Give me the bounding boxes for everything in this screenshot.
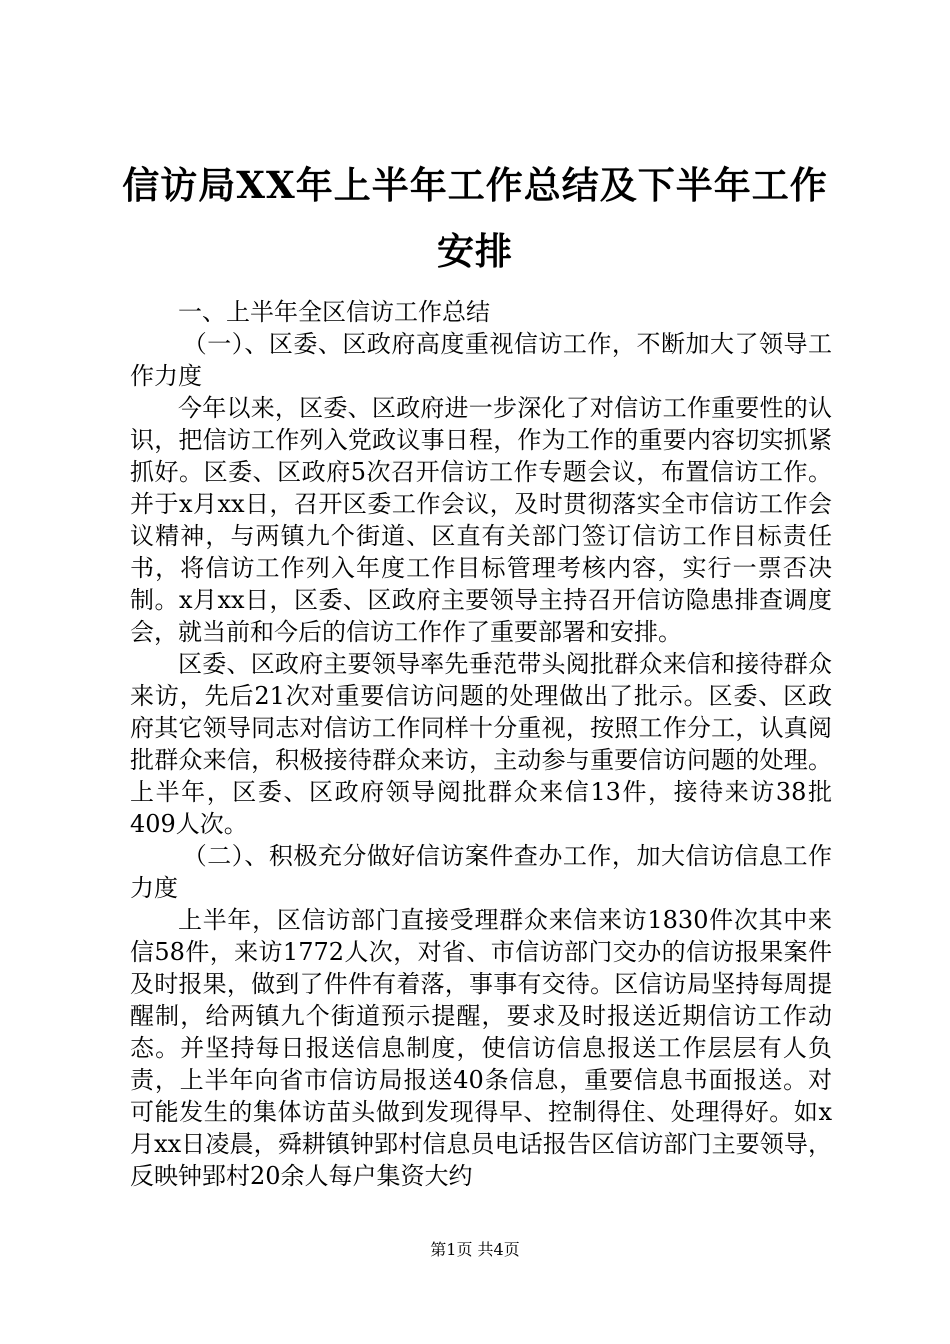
paragraph: 今年以来，区委、区政府进一步深化了对信访工作重要性的认识，把信访工作列入党政议事日程，作为工作的重要内容切实抓紧抓好。区委、区政府5次召开信访工作专题会议，布置信访工作。并于x月xx日，召开区委工作会议，及时贯彻落实全市信访工作会议精神，与两镇九个街道、区直有关部门签订信访工作目标责任书，将信访工作列入年度工作目标管理考核内容，实行一票否决制。x月xx日，区委、区政府主要领导主持召开信访隐患排查调度会，就当前和今后的信访工作作了重要部署和安排。 xyxy=(130,394,832,646)
page-footer: 第1页 共4页 xyxy=(430,1240,520,1259)
document-body xyxy=(130,296,832,1192)
subsection-heading: （二）、积极充分做好信访案件查办工作，加大信访信息工作力度 xyxy=(130,842,832,902)
subsection-heading: （一）、区委、区政府高度重视信访工作，不断加大了领导工作力度 xyxy=(130,330,832,390)
document-title: 信访局XX年上半年工作总结及下半年工作安排 xyxy=(122,163,828,273)
paragraph: 区委、区政府主要领导率先垂范带头阅批群众来信和接待群众来访，先后21次对重要信访问题的处理做出了批示。区委、区政府其它领导同志对信访工作同样十分重视，按照工作分工，认真阅批群众来信，积极接待群众来访，主动参与重要信访问题的处理。上半年，区委、区政府领导阅批群众来信13件，接待来访38批409人次。 xyxy=(130,650,832,838)
section-heading: 一、上半年全区信访工作总结 xyxy=(178,298,490,326)
paragraph: 上半年，区信访部门直接受理群众来信来访1830件次其中来信58件，来访1772人次，对省、市信访部门交办的信访报果案件及时报果，做到了件件有着落，事事有交待。区信访局坚持每周提醒制，给两镇九个街道预示提醒，要求及时报送近期信访工作动态。并坚持每日报送信息制度，使信访信息报送工作层层有人负责，上半年向省市信访局报送40条信息，重要信息书面报送。对可能发生的集体访苗头做到发现得早、控制得住、处理得好。如x月xx日凌晨，舜耕镇钟郢村信息员电话报告区信访部门主要领导，反映钟郢村20余人每户集资大约 xyxy=(130,906,832,1190)
